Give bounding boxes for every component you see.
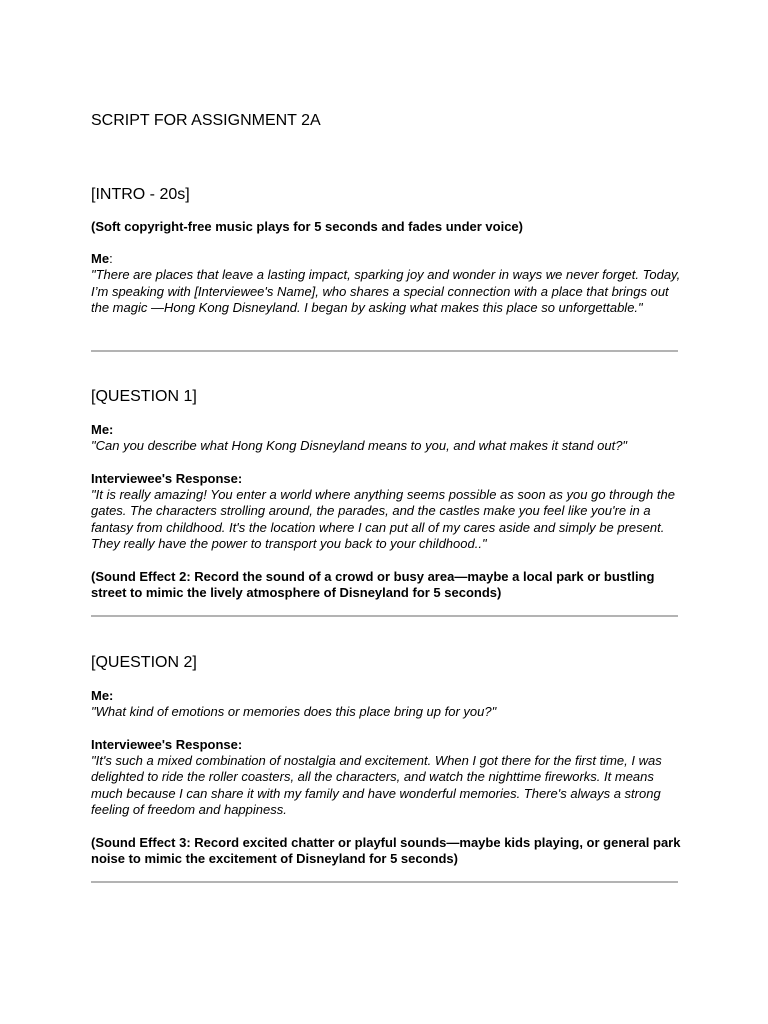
section-divider	[91, 615, 678, 617]
question2-sound-effect: (Sound Effect 3: Record excited chatter or playful sounds—maybe kids playing, or general park noise to mimic the excitement of Disneyland for 5 seconds)	[91, 834, 681, 866]
question1-response-quote: "It is really amazing! You enter a world where anything seems possible as soon as you go through the gates. The characters strolling around, the parades, and the castles make you feel like you're in a fantasy from childhood. It's the location where I can put all of my cares aside and simply be present. They really have the power to transport you back to your childhood.."	[91, 486, 675, 551]
question2-response-label: Interviewee's Response:	[91, 736, 243, 752]
question2-response-quote: "It's such a mixed combination of nostalgia and excitement. When I got there for the first time, I was delighted to ride the roller coasters, all the characters, and watch the nighttime fireworks. It means much because I can share it with my family and have wonderful memories. There's always a strong feeling of freedom and happiness.	[91, 752, 662, 817]
document-title: SCRIPT FOR ASSIGNMENT 2A	[91, 112, 321, 129]
intro-speaker-colon: :	[109, 251, 113, 266]
intro-speaker-label	[91, 251, 681, 267]
question2-me-quote: "What kind of emotions or memories does this place bring up for you?"	[91, 704, 497, 719]
question2-heading: [QUESTION 2]	[91, 654, 197, 671]
question1-sound-effect: (Sound Effect 2: Record the sound of a crowd or busy area—maybe a local park or bustling street to mimic the lively atmosphere of Disneyland for 5 seconds)	[91, 568, 655, 600]
intro-speaker-name: Me	[91, 251, 110, 266]
intro-heading: [INTRO - 20s]	[91, 186, 190, 203]
intro-music-note: (Soft copyright-free music plays for 5 seconds and fades under voice)	[91, 219, 523, 234]
intro-quote: "There are places that leave a lasting impact, sparking joy and wonder in ways we never forget. Today, I’m speaking with [Interviewee's Name], who shares a special connection with a place that brings out the magic —Hong Kong Disneyland. I began by asking what makes this place so unforgettable."	[91, 267, 681, 315]
question1-response-label: Interviewee's Response:	[91, 470, 243, 486]
section-divider	[91, 881, 678, 883]
section-divider	[91, 350, 678, 352]
question1-heading: [QUESTION 1]	[91, 388, 197, 405]
question1-section	[91, 387, 681, 601]
question1-me-label: Me:	[91, 422, 114, 437]
question2-section	[91, 653, 681, 867]
intro-section	[91, 185, 681, 317]
question2-me-label: Me:	[91, 688, 114, 703]
question1-me-quote: "Can you describe what Hong Kong Disneyland means to you, and what makes it stand out?"	[91, 438, 628, 453]
